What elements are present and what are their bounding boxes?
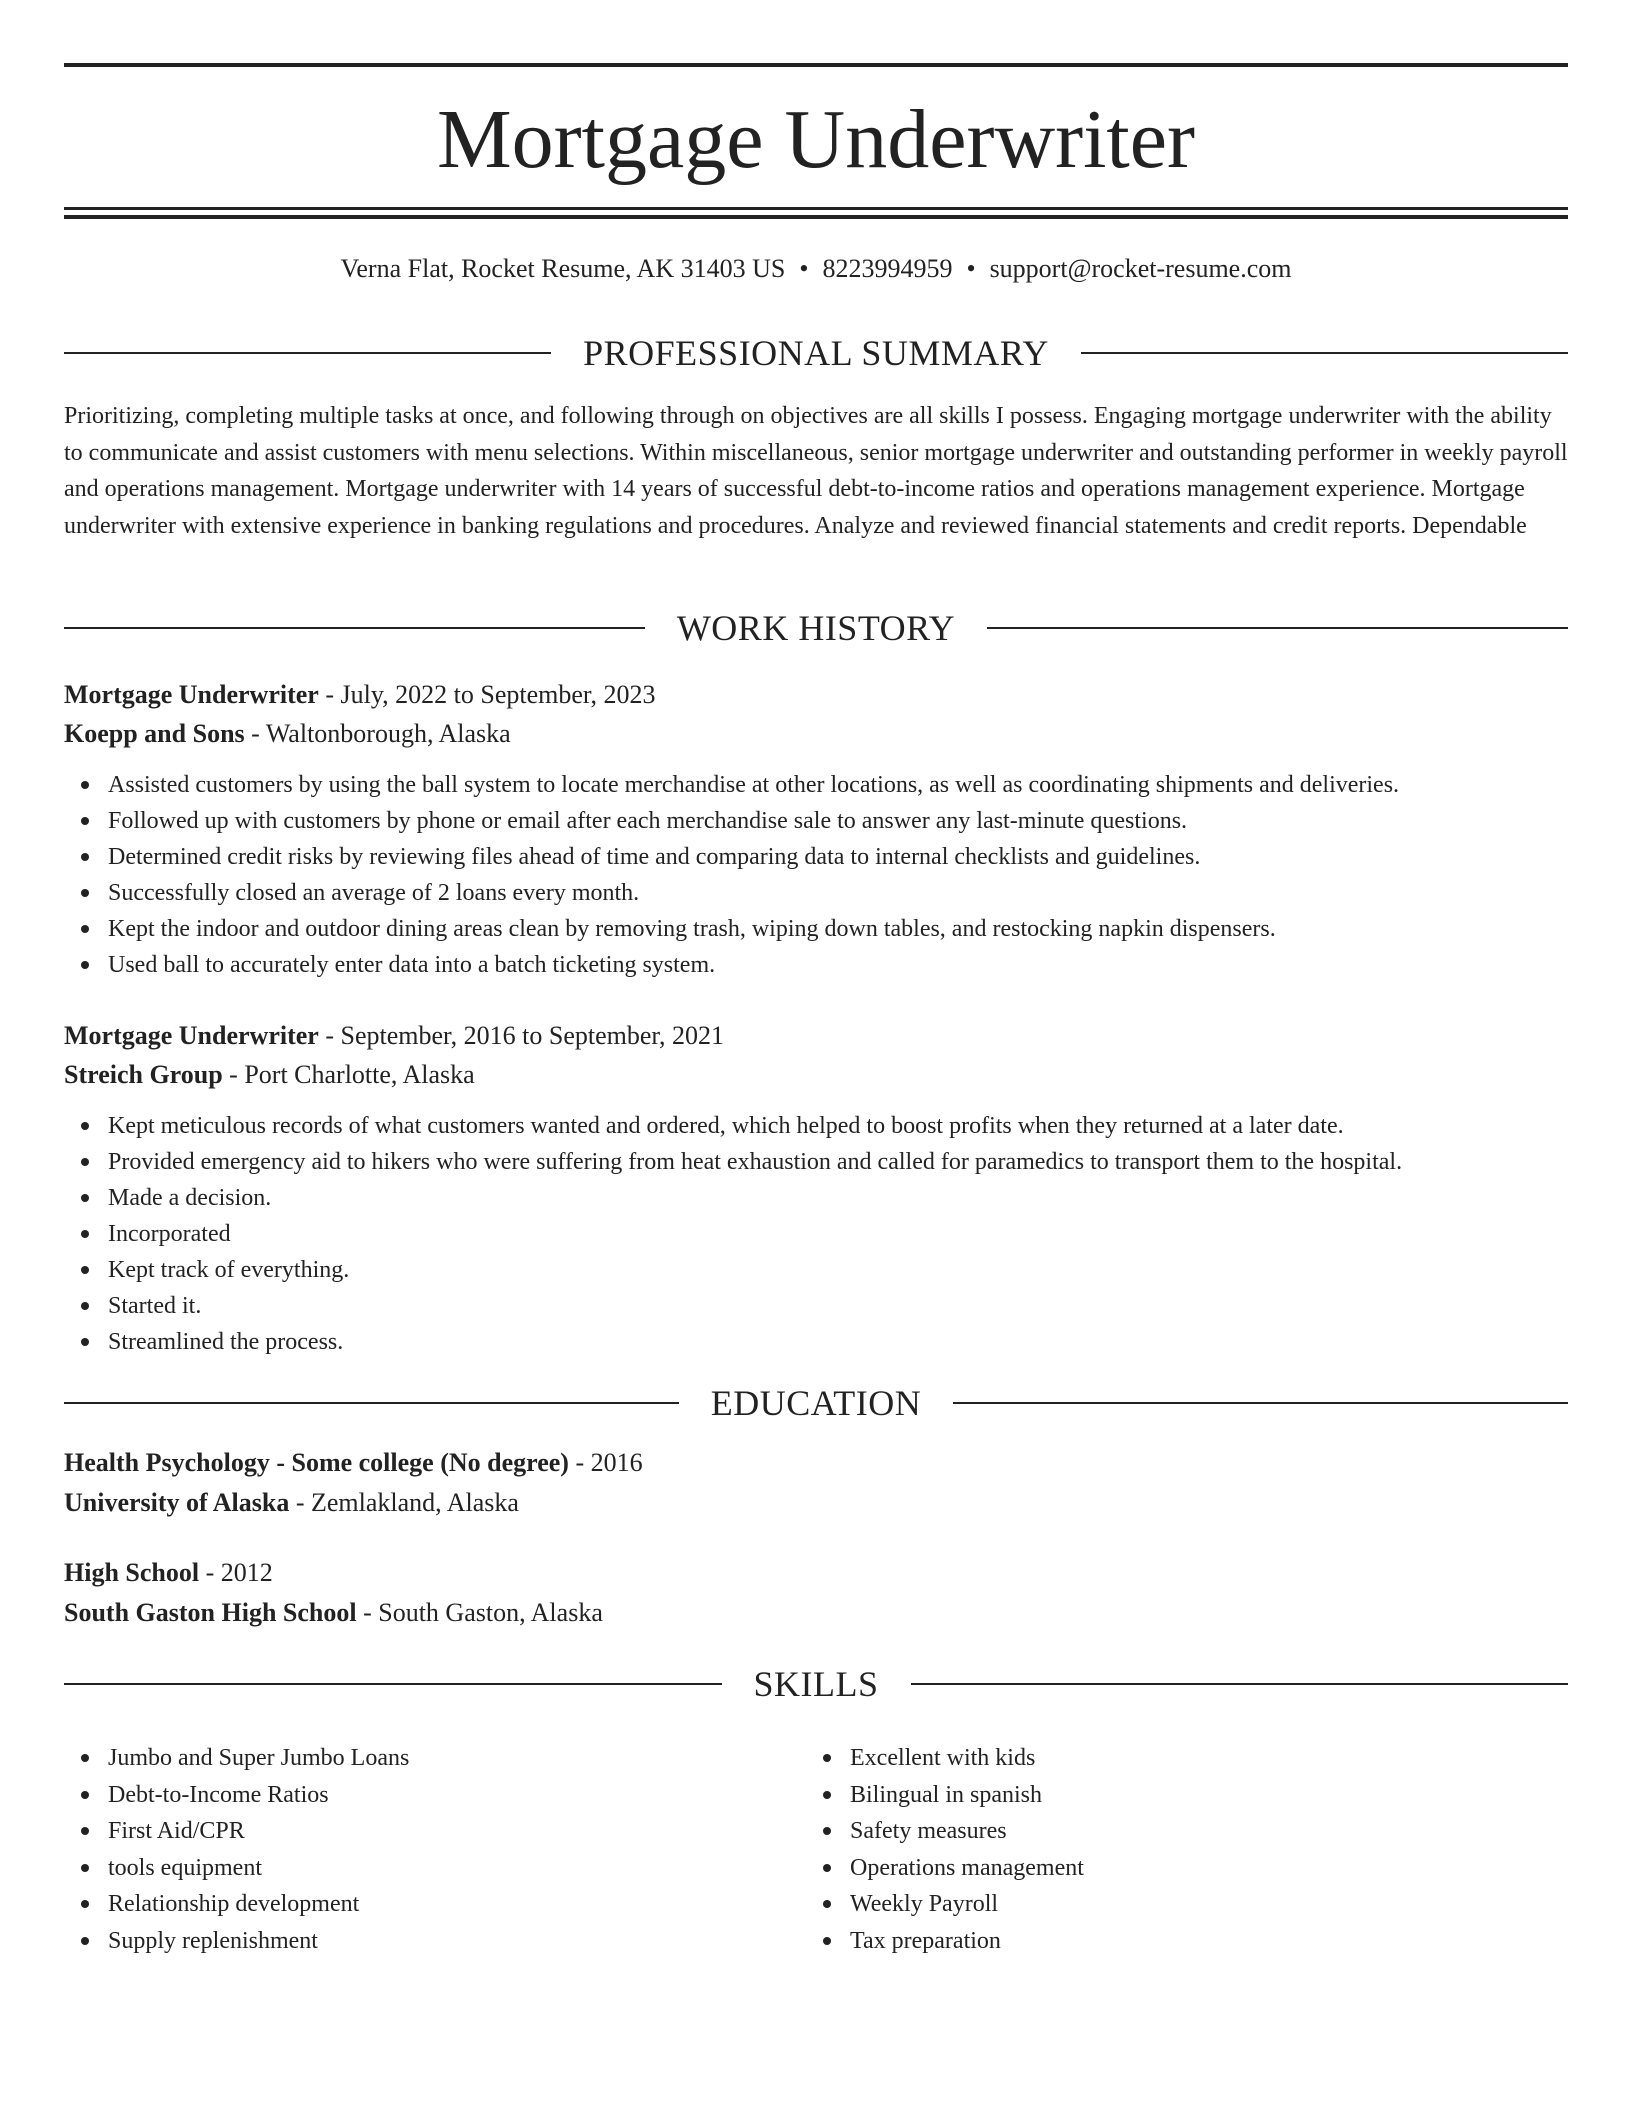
- section-rule-right: [911, 1683, 1569, 1685]
- section-rule-left: [64, 627, 645, 629]
- contact-line: [64, 252, 1568, 286]
- contact-phone[interactable]: 8223994959: [822, 254, 953, 283]
- skills-column-left: [64, 1740, 806, 1959]
- education-degree-line: [64, 1553, 1568, 1593]
- job-dates: - September, 2016 to September, 2021: [318, 1021, 725, 1050]
- skill-item: Excellent with kids: [806, 1740, 1548, 1777]
- education-location: - Zemlakland, Alaska: [289, 1488, 519, 1517]
- job-entry-2: [64, 1016, 1568, 1360]
- job-bullet: Determined credit risks by reviewing files ahead of time and comparing data to internal checklists and guidelines.: [64, 839, 1568, 875]
- resume-title: Mortgage Underwriter: [436, 93, 1196, 186]
- section-rule-left: [64, 352, 551, 354]
- education-location: - South Gaston, Alaska: [356, 1598, 603, 1627]
- skill-item: Relationship development: [64, 1886, 806, 1923]
- education-year: - 2012: [199, 1558, 273, 1587]
- skill-item: Weekly Payroll: [806, 1886, 1548, 1923]
- skill-item: Safety measures: [806, 1813, 1548, 1850]
- job-entry-1: [64, 675, 1568, 983]
- education-degree: High School: [64, 1558, 200, 1587]
- education-entry-1: [64, 1443, 1568, 1523]
- skill-item: Bilingual in spanish: [806, 1777, 1548, 1814]
- job-bullet: Kept track of everything.: [64, 1252, 1568, 1288]
- job-bullet: Assisted customers by using the ball system to locate merchandise at other locations, as well as coordinating shipments and deliveries.: [64, 767, 1568, 803]
- section-title-work: WORK HISTORY: [676, 608, 956, 648]
- education-degree: Health Psychology - Some college (No degree): [64, 1448, 569, 1477]
- job-dates: - July, 2022 to September, 2023: [318, 680, 656, 709]
- education-degree-line: [64, 1443, 1568, 1483]
- skill-item: First Aid/CPR: [64, 1813, 806, 1850]
- job-bullet: Provided emergency aid to hikers who were suffering from heat exhaustion and called for paramedics to transport them to the hospital.: [64, 1144, 1568, 1180]
- job-title-line: [64, 1016, 1568, 1055]
- job-bullet: Followed up with customers by phone or email after each merchandise sale to answer any last-minute questions.: [64, 803, 1568, 839]
- skill-item: Supply replenishment: [64, 1923, 806, 1960]
- section-rule-left: [64, 1683, 722, 1685]
- job-company-line: [64, 1055, 1568, 1094]
- section-title-education: EDUCATION: [710, 1383, 922, 1423]
- contact-email[interactable]: support@rocket-resume.com: [989, 254, 1292, 283]
- section-rule-right: [987, 627, 1568, 629]
- job-title: Mortgage Underwriter: [64, 1021, 319, 1050]
- top-rule: [64, 63, 1568, 67]
- education-school: South Gaston High School: [64, 1598, 357, 1627]
- job-bullet: Incorporated: [64, 1216, 1568, 1252]
- job-title-line: [64, 675, 1568, 714]
- section-header-summary: [64, 333, 1568, 373]
- skill-item: Debt-to-Income Ratios: [64, 1777, 806, 1814]
- job-bullet: Used ball to accurately enter data into a batch ticketing system.: [64, 947, 1568, 983]
- education-year: - 2016: [568, 1448, 643, 1477]
- job-bullet: Successfully closed an average of 2 loans every month.: [64, 875, 1568, 911]
- skill-item: Tax preparation: [806, 1923, 1548, 1960]
- section-header-education: [64, 1383, 1568, 1423]
- education-school: University of Alaska: [64, 1488, 290, 1517]
- skills-column-right: [806, 1740, 1548, 1959]
- job-bullet: Kept the indoor and outdoor dining areas clean by removing trash, wiping down tables, and restocking napkin dispensers.: [64, 911, 1568, 947]
- section-header-work: [64, 608, 1568, 648]
- job-location: - Waltonborough, Alaska: [244, 719, 511, 748]
- job-bullet: Started it.: [64, 1288, 1568, 1324]
- job-location: - Port Charlotte, Alaska: [222, 1060, 475, 1089]
- job-company: Koepp and Sons: [64, 719, 245, 748]
- education-entry-2: [64, 1553, 1568, 1633]
- section-rule-right: [1081, 352, 1568, 354]
- summary-text: Prioritizing, completing multiple tasks at once, and following through on objectives are all skills I possess. Engaging mortgage underwriter with the ability to communicate and assist customers with menu selections. Within miscellaneous, senior mortgage underwriter and outstanding performer in weekly payroll and operations management. Mortgage underwriter with 14 years of successful debt-to-income ratios and operations management experience. Mortgage underwriter with extensive experience in banking regulations and procedures. Analyze and reviewed financial statements and credit reports. Dependable: [64, 403, 1568, 539]
- section-title-skills: SKILLS: [753, 1664, 879, 1704]
- section-rule-left: [64, 1402, 679, 1404]
- section-rule-right: [953, 1402, 1568, 1404]
- education-school-line: [64, 1593, 1568, 1633]
- job-title: Mortgage Underwriter: [64, 680, 319, 709]
- job-bullet: Kept meticulous records of what customers wanted and ordered, which helped to boost profits when they returned at a later date.: [64, 1108, 1568, 1144]
- section-header-skills: [64, 1664, 1568, 1704]
- section-title-summary: PROFESSIONAL SUMMARY: [583, 333, 1049, 373]
- job-bullet: Streamlined the process.: [64, 1324, 1568, 1360]
- job-company-line: [64, 714, 1568, 753]
- education-school-line: [64, 1483, 1568, 1523]
- job-bullet: Made a decision.: [64, 1180, 1568, 1216]
- title-double-rule: [64, 207, 1568, 219]
- skill-item: Operations management: [806, 1850, 1548, 1887]
- contact-separator: •: [799, 254, 809, 283]
- contact-separator: •: [966, 254, 976, 283]
- skill-item: tools equipment: [64, 1850, 806, 1887]
- job-bullet-list: [64, 767, 1568, 983]
- contact-address: Verna Flat, Rocket Resume, AK 31403 US: [340, 254, 786, 283]
- job-bullet-list: [64, 1108, 1568, 1360]
- skills-grid: [64, 1740, 1568, 1959]
- job-company: Streich Group: [64, 1060, 223, 1089]
- skill-item: Jumbo and Super Jumbo Loans: [64, 1740, 806, 1777]
